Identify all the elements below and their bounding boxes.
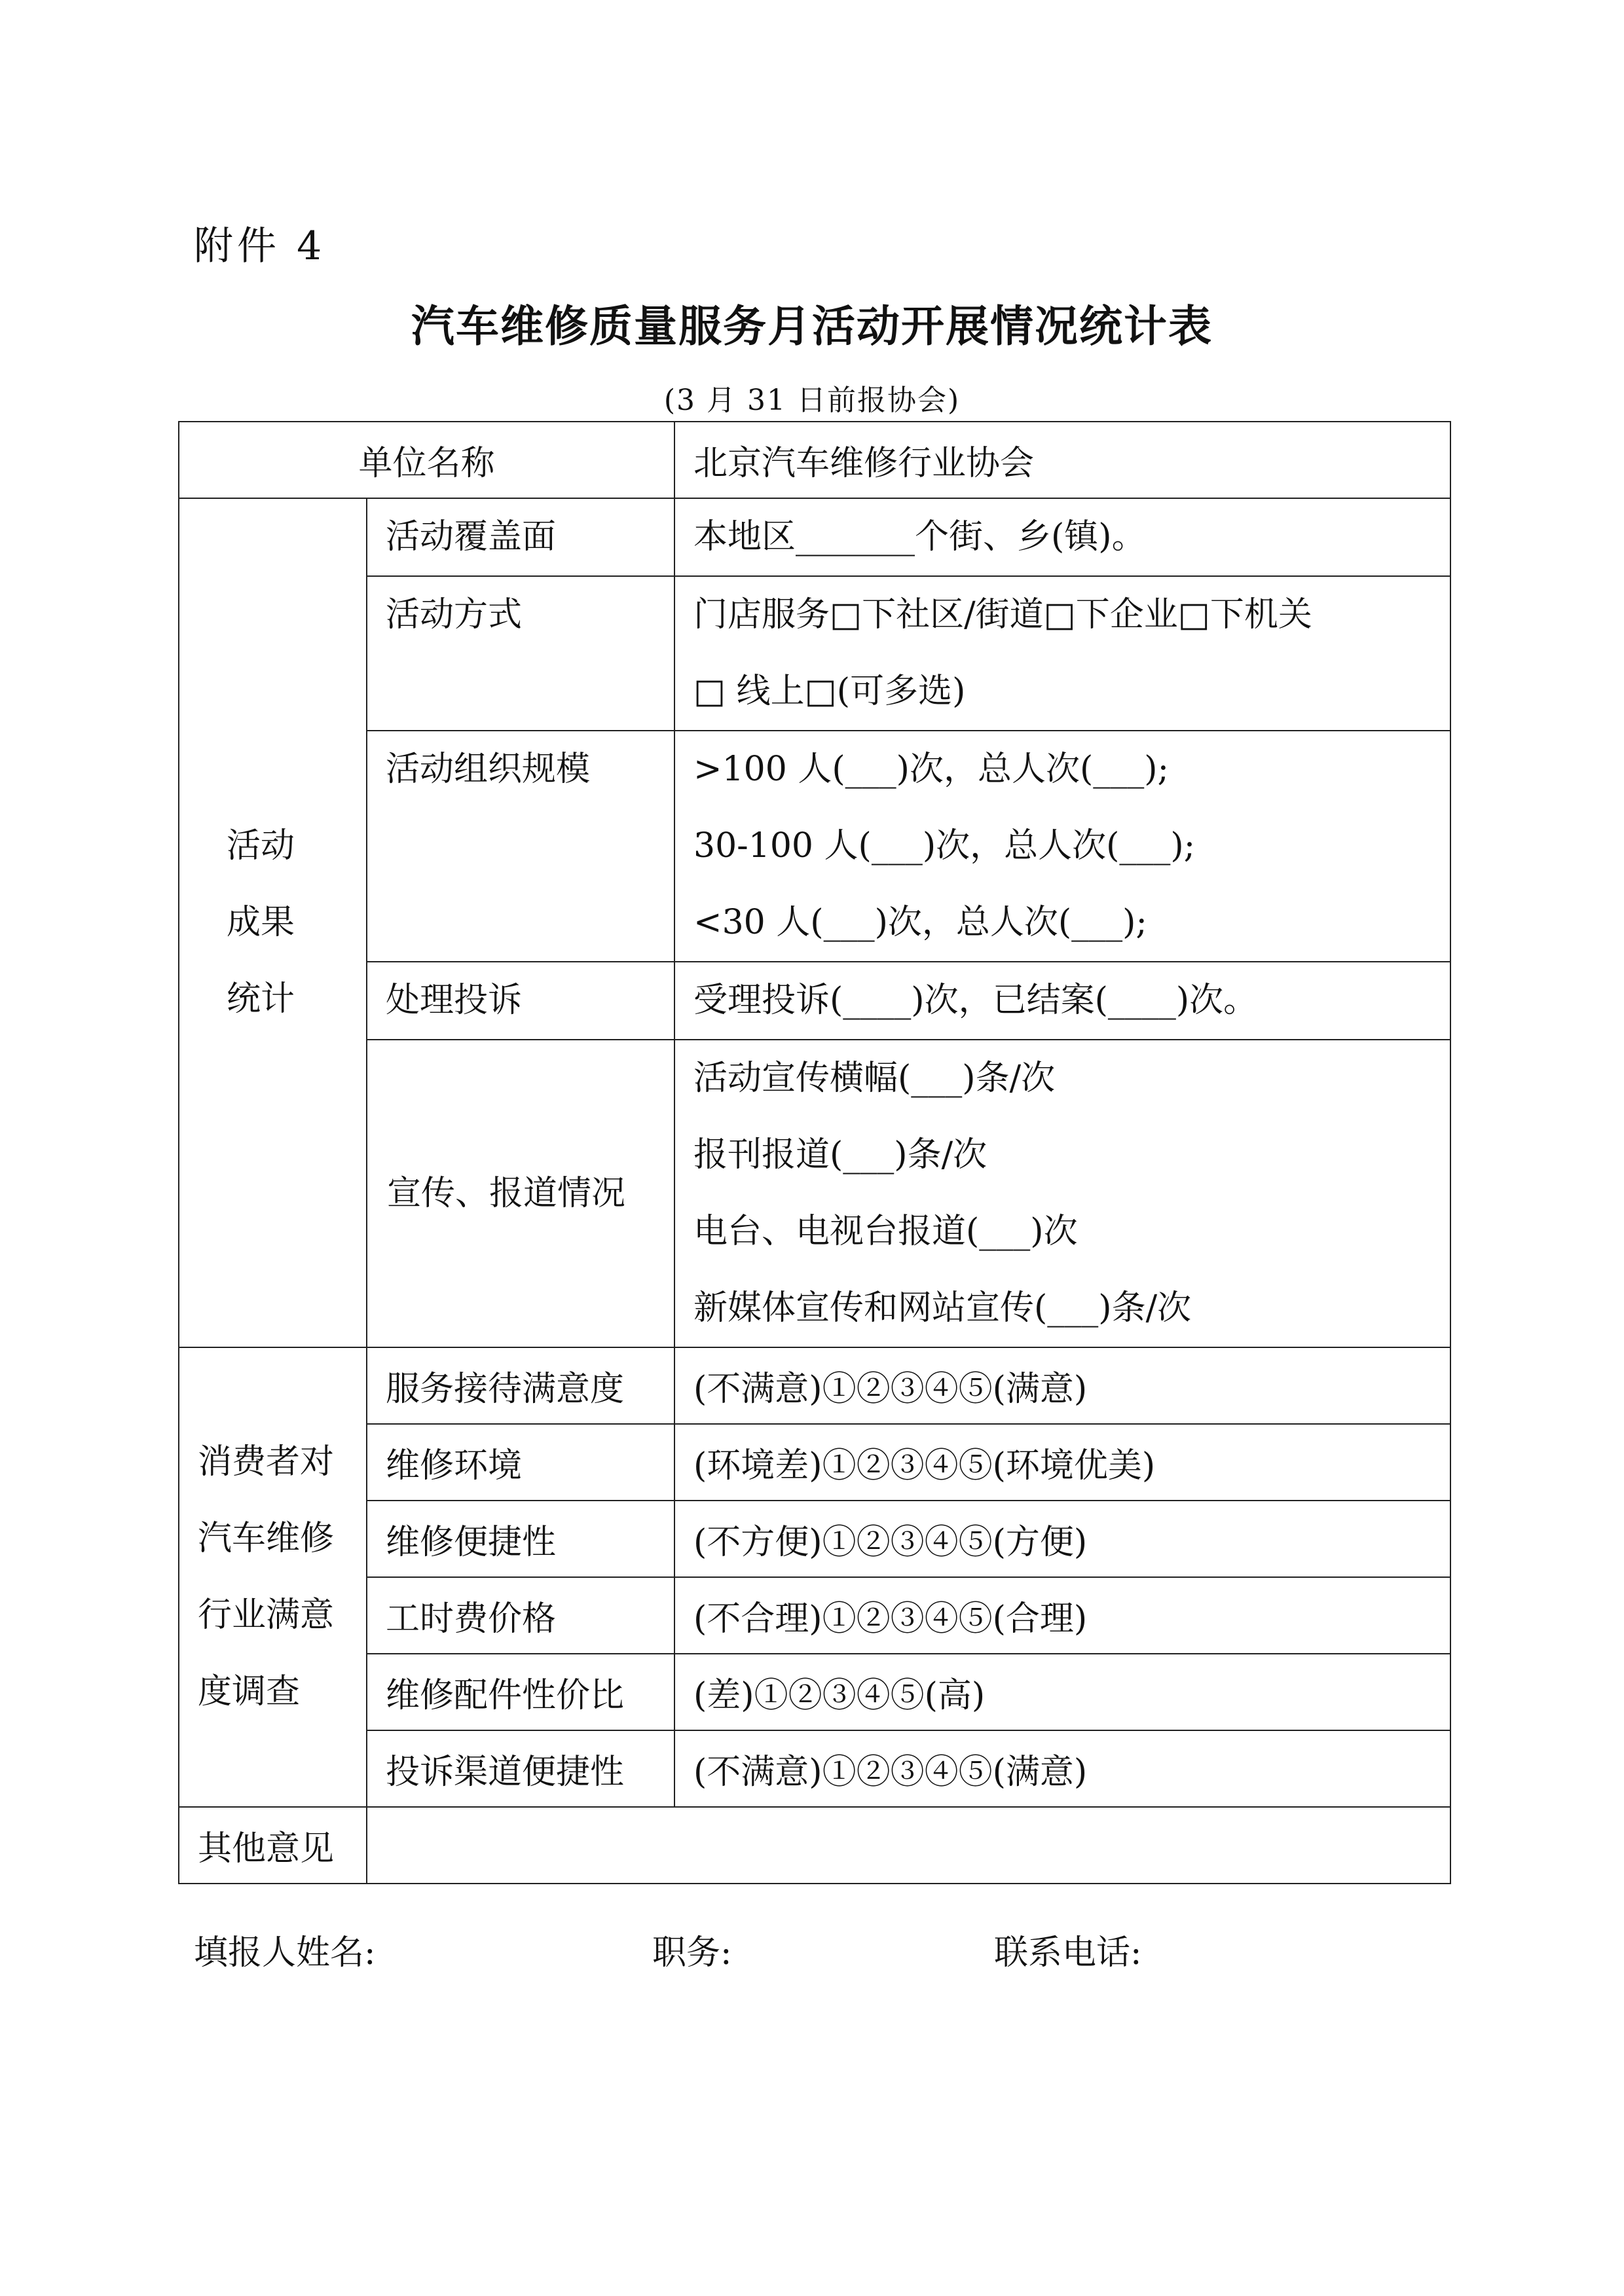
survey-label-parts-value: 维修配件性价比 <box>367 1654 674 1730</box>
section-label-line: 行业满意 <box>198 1595 335 1635</box>
scale-line: <30 人(___)次，总人次(___); <box>693 903 1147 942</box>
section-label-line: 度调查 <box>198 1672 301 1711</box>
row-label-publicity: 宣传、报道情况 <box>367 1040 674 1347</box>
row-value-publicity[interactable] <box>674 1040 1450 1347</box>
row-label-scale: 活动组织规模 <box>367 731 674 962</box>
survey-rating-complaint-channel[interactable]: (不满意)①②③④⑤(满意) <box>674 1730 1450 1807</box>
other-opinions-field[interactable] <box>367 1807 1450 1884</box>
phone-label: 联系电话: <box>994 1933 1142 1973</box>
row-value-complaints[interactable]: 受理投诉(____)次，已结案(____)次。 <box>674 962 1450 1040</box>
survey-label-complaint-channel: 投诉渠道便捷性 <box>367 1730 674 1807</box>
section-activity-results-label <box>179 498 367 1347</box>
position-label: 职务: <box>652 1933 732 1973</box>
other-opinions-label: 其他意见 <box>179 1807 367 1884</box>
row-label-method: 活动方式 <box>367 576 674 731</box>
statistics-table <box>178 421 1451 1884</box>
survey-label-labor-price: 工时费价格 <box>367 1577 674 1654</box>
method-options-line-1: 门店服务□下社区/街道□下企业□下机关 <box>693 595 1312 634</box>
publicity-line: 活动宣传横幅(___)条/次 <box>693 1059 1056 1098</box>
row-value-coverage[interactable]: 本地区_______个街、乡(镇)。 <box>674 498 1450 576</box>
page-title: 汽车维修质量服务月活动开展情况统计表 <box>411 301 1213 352</box>
survey-rating-parts-value[interactable]: (差)①②③④⑤(高) <box>674 1654 1450 1730</box>
survey-label-reception: 服务接待满意度 <box>367 1347 674 1424</box>
survey-label-environment: 维修环境 <box>367 1424 674 1501</box>
section-label-line: 消费者对 <box>198 1442 335 1482</box>
attachment-label: 附件 4 <box>194 223 326 269</box>
row-value-method[interactable] <box>674 576 1450 731</box>
scale-line: >100 人(___)次，总人次(___); <box>693 750 1170 789</box>
row-label-coverage: 活动覆盖面 <box>367 498 674 576</box>
unit-name-label: 单位名称 <box>179 422 674 498</box>
page-subtitle: (3 月 31 日前报协会) <box>663 384 961 417</box>
survey-rating-labor-price[interactable]: (不合理)①②③④⑤(合理) <box>674 1577 1450 1654</box>
survey-rating-convenience[interactable]: (不方便)①②③④⑤(方便) <box>674 1501 1450 1577</box>
row-label-complaints: 处理投诉 <box>367 962 674 1040</box>
publicity-line: 新媒体宣传和网站宣传(___)条/次 <box>693 1288 1192 1328</box>
section-label-line: 活动 <box>227 826 295 866</box>
section-satisfaction-survey-label <box>179 1347 367 1807</box>
section-label-line: 统计 <box>227 979 295 1019</box>
row-value-scale[interactable] <box>674 731 1450 962</box>
section-label-line: 成果 <box>227 903 295 942</box>
section-label-line: 汽车维修 <box>198 1519 335 1558</box>
survey-rating-reception[interactable]: (不满意)①②③④⑤(满意) <box>674 1347 1450 1424</box>
method-options-line-2: □ 线上□(可多选) <box>693 672 966 711</box>
publicity-line: 电台、电视台报道(___)次 <box>693 1212 1078 1251</box>
publicity-line: 报刊报道(___)条/次 <box>693 1135 987 1175</box>
scale-line: 30-100 人(___)次，总人次(___); <box>693 826 1196 866</box>
survey-rating-environment[interactable]: (环境差)①②③④⑤(环境优美) <box>674 1424 1450 1501</box>
survey-label-convenience: 维修便捷性 <box>367 1501 674 1577</box>
unit-name-value[interactable]: 北京汽车维修行业协会 <box>674 422 1450 498</box>
filler-name-label: 填报人姓名: <box>194 1933 376 1973</box>
